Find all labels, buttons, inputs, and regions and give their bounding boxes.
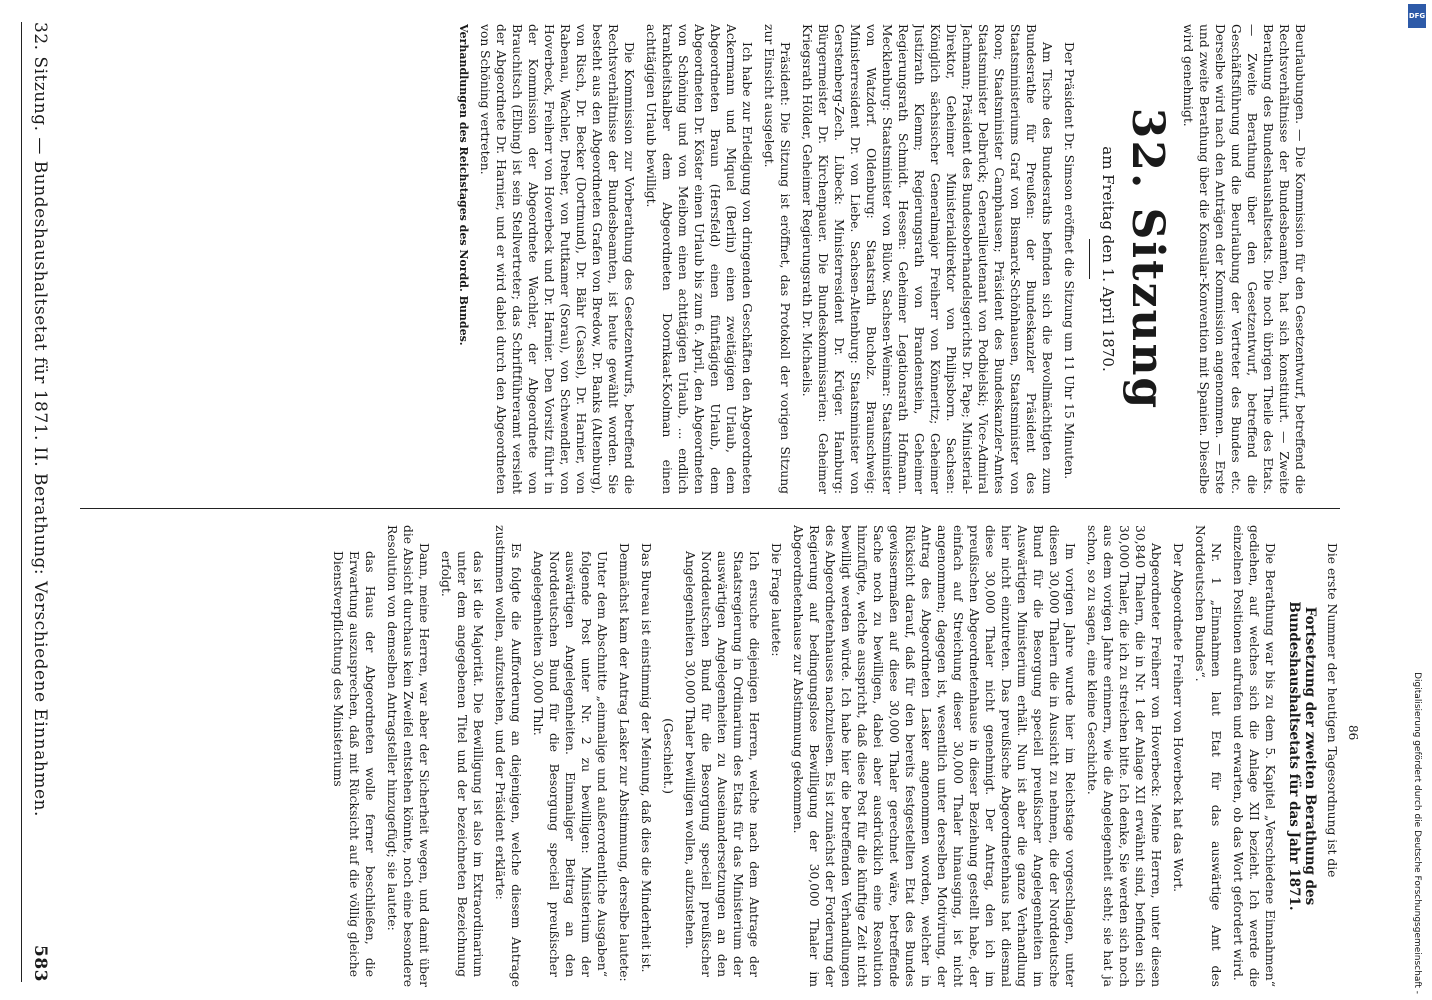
quote: das Haus der Abgeordneten wolle ferner beschließen, die Erwartung auszusprechen, daß mit Rücksicht auf die völlig gleiche Dienstverpflichtung des Ministeriums — [331, 551, 377, 977]
paragraph: Der Abgeordnete Freiherr von Hoverbeck hat das Wort. — [1171, 543, 1185, 893]
dfg-logo: DFG — [1408, 4, 1426, 28]
paragraph: Im vorigen Jahre wurde hier im Reichstage vorgeschlagen, unter diesen 30,000 Thalern die in Aussicht zu nehmen, die der Norddeutsche Bund für die Besorgung speciell preußischer Angelegenheiten im Auswärtigen Ministerium erhält. Nun ist aber die ganze Verhandlung hier nicht einzutreten. Das preußische Abgeordnetenhaus hat diesmal diese 30,000 Thaler nicht genehmigt. Der Antrag, den ich im preußischen Abgeordnetenhause in dieser Beziehung gestellt habe, der einfach auf Streichung dieser 30,000 Thaler hinausging, ist nicht angenommen; dagegen ist, wesentlich unter derselben Motivirung, der Antrag des Abgeordneten Lasker angenommen worden, welcher in Rücksicht darauf, daß für den bereits festgestellten Etat des Bundes gewissermaßen auf diese 30,000 Thaler gerechnet wäre, betreffende Sache noch zu bewilligen, dabei aber ausdrücklich eine Resolution hinzufügte, welche ausspricht, daß diese Post für die künftige Zeit nicht bewilligt werden würde. Ich habe hier die betreffenden Verhandlungen des Abgeordnetenhauses nachzulesen. Es ist zunächst der Forderung der Regierung auf bedingungslose Bewilligung der 30,000 Thaler im Abgeordnetenhause zur Abstimmung gekommen. — [791, 525, 1077, 987]
quote: das ist die Majorität. Die Bewilligung ist also im Extraordinarium unter dem angegebenen Titel und der bezeichneten Bezeichnung erfolgt. — [439, 551, 485, 977]
stage-direction: (Geschieht.) — [661, 718, 675, 794]
paragraph: Dann, meine Herren, war aber der Sicherheit wegen, und damit über die Absicht durchaus kein Zweifel entstehen könnte, noch eine besondere Resolution von demselben Antragsteller hinzugefügt; sie lautete: — [385, 525, 431, 987]
paragraph: Der Präsident Dr. Simson eröffnet die Sitzung um 11 Uhr 15 Minuten. — [1062, 42, 1076, 480]
paragraph: Das Bureau ist einstimmig der Meinung, daß dies die Minderheit ist. — [639, 543, 653, 973]
paragraph: Abgeordneter Freiherr von Hoverbeck: Meine Herren, unter diesen 30,840 Thalern, die in Nr. 1 der Anlage XII erwähnt sind, befinden sich 30,000 Thaler, die ich zu streichen bitte. Ich denke, Sie werden sich noch aus dem vorigen Jahre erinnern, wie die Angelegenheit steht; sie hat ja schon, so zu sagen, eine kleine Geschichte. — [1085, 525, 1163, 987]
header-title: 32. Sitzung. — Bundeshaushaltsetat für 1871. II. Berathung: Verschiedene Einnahmen. — [30, 22, 50, 817]
page-footer: Verhandlungen des Reichstages des Nordd. Bundes. — [457, 24, 470, 346]
digitization-credit — [1402, 0, 1432, 1000]
quote: Ich ersuche diejenigen Herren, welche nach dem Antrage der Staatsregierung in Ordinarium des Etats für das Ministerium der auswärtigen Angelegenheiten zu Auseinandersetzungen an den Norddeutschen Bund für die Besorgung speciell preußischer Angelegenheiten 30,000 Thaler bewilligen wollen, aufzustehen. — [683, 551, 761, 977]
quote: Unter dem Abschnitte „einmalige und außerordentliche Ausgaben“ folgende Post unter Nr. 2 zu bewilligen: Ministerium der auswärtigen Angelegenheiten. Einmaliger Beitrag an den Norddeutschen Bund für die Besorgung speciell preußischer Angelegenheiten 30,000 Thlr. — [531, 551, 609, 977]
paragraph: Präsident: Die Sitzung ist eröffnet, das Protokoll der vorigen Sitzung zur Einsicht ausgelegt. — [762, 24, 792, 494]
paragraph: Am Tische des Bundesraths befinden sich die Bevollmächtigten zum Bundesrathe für Preußen: der Bundeskanzler Präsident des Staatsministeriums Graf von Bismarck-Schönhausen, Staatsminister von Roon; Staatsminister Camphausen; Präsident des Bundeskanzler-Amtes Staatsminister Delbrück; Generallieutenant von Podbielski; Vice-Admiral Jachmann; Präsident des Bundesoberhandelsgerichts Dr. Pape; Ministerial-Direktor, Geheimer Ministerialdirektor von Philipsborn. Sachsen: Königlich sächsischer Generalmajor Freiherr von Könneritz; Geheimer Justizrath Klemm; Regierungsrath von Brandenstein, Geheimer Regierungsrath Schmidt. Hessen: Geheimer Legationsrath Hofmann. Mecklenburg: Staatsminister von Bülow. Sachsen-Weimar: Staatsminister von Watzdorf. Oldenburg: Staatsrath Bucholz. Braunschweig: Ministerresident Dr. von Liebe. Sachsen-Altenburg: Staatsminister von Gerstenberg-Zech. Lübeck: Ministerresident Dr. Krüger. Hamburg: Bürgermeister Dr. Kirchenpauer. Die Bundeskommissarien: Geheimer Kriegsrath Hölder, Geheimer Regierungsrath Dr. Michaelis. — [800, 24, 1054, 494]
section-heading: Fortsetzung der zweiten Berathung des Bundeshaushaltsetats für das Jahr 1871. — [1286, 601, 1318, 911]
paragraph: Die Berathung war bis zu dem 5. Kapitel „Verschiedene Einnahmen“ gediehen, auf welches sich die Anlage XII bezieht. Ich werde die einzelnen Positionen aufrufen und erwarten, ob das Wort gefordert wird. — [1231, 525, 1277, 987]
paragraph: Die erste Nummer der heutigen Tagesordnung ist die — [1325, 543, 1339, 878]
page-number: 583 — [30, 945, 50, 982]
paragraph: Die Frage lautete: — [769, 543, 783, 657]
session-title-block — [1089, 24, 1174, 494]
intro-paragraph: Beurlaubungen. — Die Kommission für den Gesetzentwurf, betreffend die Rechtsverhältnisse der Bundesbeamten, hat sich konstituirt. — Zweite Berathung des Bundeshaushaltsetats. Die noch übrigen Theile des Etats. — Zweite Berathung über den Gesetzentwurf, betreffend die Geschäftsführung und die Beurlaubung der Vertreter des Bundes etc. Derselbe wird nach den Anträgen der Kommission angenommen. — Erste und zweite Berathung über die Konsular-Konvention mit Spanien. Dieselbe wird genehmigt. — [1181, 24, 1307, 494]
running-header — [21, 22, 58, 982]
paragraph: Ich habe zur Erledigung von dringenden Geschäften den Abgeordneten Ackermann und Miquel (Berlin) einen zweitägigen Urlaub, dem Abgeordneten Braun (Hersfeld) einen fünftägigen Urlaub, dem Abgeordneten Dr. Köster einen Urlaub bis zum 6. April, den Abgeordneten von Schöning und von Meibom einen achttägigen Urlaub, ... endlich krankheitshalber dem Abgeordneten Doornkaat-Koolman einen achttägigen Urlaub bewilligt. — [644, 24, 754, 494]
paragraph: Es folgte die Aufforderung an diejenigen, welche diesem Antrage zustimmen wollen, aufzustehen, und der Präsident erklärte: — [493, 525, 523, 987]
session-title: 32. Sitzung — [1122, 107, 1173, 411]
title-rule — [1089, 239, 1090, 279]
paragraph: Nr. 1 „Einnahmen laut Etat für das auswärtige Amt des Norddeutschen Bundes“. — [1193, 525, 1223, 987]
digitization-credit-text: Digitalisierung gefördert durch die Deutsche Forschungsgemeinschaft - — [1412, 672, 1422, 994]
right-column — [122, 525, 1400, 987]
left-column — [122, 24, 1400, 494]
paragraph: Die Kommission zur Vorberathung des Gesetzentwurfs, betreffend die Rechtsverhältnisse der Bundesbeamten, ist heute gewählt worden. Sie besteht aus den Abgeordneten Grafen von Bredow, Dr. Banks (Altenburg), von Risch, Dr. Becker (Dortmund), Dr. Bähr (Cassel), Dr. Harnier, von Rabenau, Wachler, Dreher, von Puttkamer (Sorau), von Schwendler, von Hoverbeck, Freiherr von Hoverbeck und Dr. Harnier. Den Vorsitz führt in der Kommission der Abgeordnete Wachler, der Abgeordnete von Brauchitsch (Elbing) ist sein Stellvertreter; das Schriftführeramt versieht der Abgeordnete Dr. Harnier, und er wird dabei durch den Abgeordneten von Schöning vertreten. — [478, 24, 636, 494]
column-divider — [80, 508, 1340, 509]
session-date: am Freitag den 1. April 1870. — [1099, 146, 1117, 372]
signature-number: 86 — [1346, 725, 1360, 741]
paragraph: Demnächst kam der Antrag Lasker zur Abstimmung, derselbe lautete: — [617, 543, 631, 982]
